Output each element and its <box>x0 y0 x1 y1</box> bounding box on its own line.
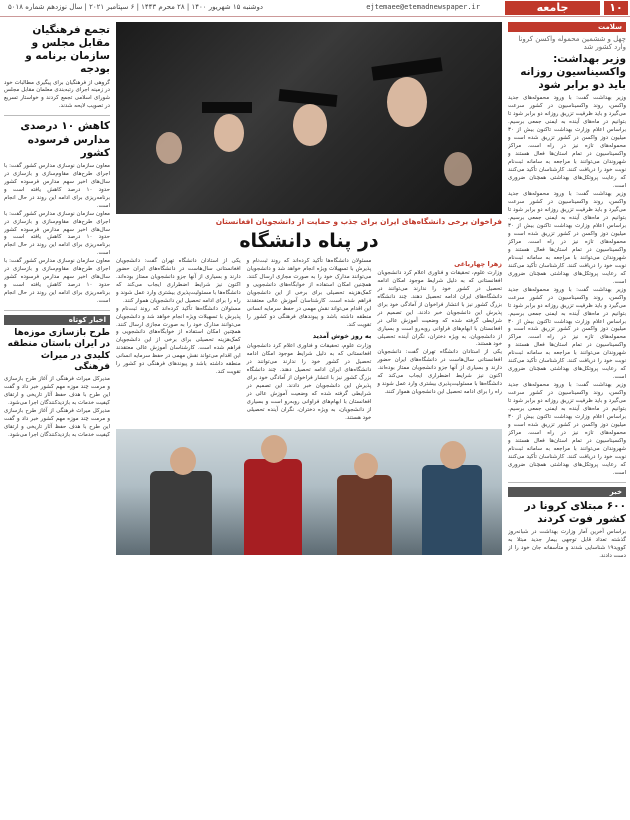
article-body-b: مسئولان دانشگاه‌ها تأکید کرده‌اند که روند ثبت‌نام و پذیرش با تسهیلات ویژه انجام خواهد شد و دانشجویان می‌توانند مدارک خود را به صورت مجازی ارسال کنند. همچنین امکان استفاده از خوابگاه‌های دانشجویی و کمک‌هزینه تحصیلی برای برخی از این دانشجویان فراهم شده است. کارشناسان آموزش عالی معتقدند این اقدام می‌تواند نقش مهمی در حفظ سرمایه انسانی منطقه داشته باشد و پیوندهای فرهنگی دو کشور را تقویت کند. <box>246 257 372 328</box>
section-title: جامعه <box>505 1 600 15</box>
page-number: ۱۰ <box>604 1 628 15</box>
student-face-4 <box>156 132 182 164</box>
article-col-3 <box>116 258 241 423</box>
article-kicker: فراخوان برخی دانشگاه‌های ایران برای جذب و حمایت از دانشجویان افغانستان <box>215 217 502 226</box>
article-subhead: به روز خوش آمدید <box>312 332 372 341</box>
student-face-5 <box>444 152 472 186</box>
covid-deaths-body: براساس آخرین آمار وزارت بهداشت در شبانه‌روز گذشته تعداد قابل توجهی بیمار جدید مبتلا به کووید۱۹ شناسایی شدند و متأسفانه جان خود را از دست دادند. <box>508 529 626 560</box>
teachers-protest-headline[interactable]: تجمع فرهنگیان مقابل مجلس و سازمان برنامه و بودجه <box>25 24 110 76</box>
vaccine-body-cont: وزیر بهداشت گفت: با ورود محموله‌های جدید واکسن، روند واکسیناسیون در کشور سرعت می‌گیرد و باید ظرفیت تزریق روزانه دو برابر شود تا بتوانیم در ماه‌های آینده به ایمنی جمعی برسیم. براساس اعلام وزارت بهداشت تاکنون بیش از ۳۰ میلیون دوز واکسن در کشور تزریق شده است و محموله‌های تازه نیز در راه است. مراکز واکسیناسیون در تمام استان‌ها فعال هستند و شهروندان می‌توانند با مراجعه به سامانه ثبت‌نام نوبت خود را دریافت کنند. کارشناسان تأکید می‌کنند که رعایت پروتکل‌های بهداشتی همچنان ضروری است. <box>508 191 626 285</box>
article-byline: زهرا چهارباغی <box>454 259 502 268</box>
vaccine-headline[interactable]: وزیر بهداشت: واکسیناسیون روزانه باید دو برابر شود <box>520 53 626 92</box>
article-body-a: وزارت علوم، تحقیقات و فناوری اعلام کرد دانشجویان افغانستانی که به دلیل شرایط موجود امکان ادامه تحصیل در کشور خود را ندارند می‌توانند در دانشگاه‌های ایران ادامه تحصیل دهند. چند دانشگاه بزرگ کشور نیز با انتشار فراخوان از آمادگی خود برای پذیرش این دانشجویان خبر دادند. این تصمیم در شرایطی گرفته شده که وضعیت آموزش عالی در افغانستان با ابهام‌های فراوانی روبه‌رو است و بسیاری از دانشجویان، به ویژه دختران، نگران آینده تحصیلی خود هستند. <box>377 269 502 348</box>
teachers-protest-body: گروهی از فرهنگیان برای پیگیری مطالبات خود در زمینه اجرای رتبه‌بندی معلمان مقابل مجلس شورای اسلامی تجمع کردند و خواستار تسریع در تصویب لایحه شدند. <box>4 79 110 110</box>
vaccine-body-cont2: وزیر بهداشت گفت: با ورود محموله‌های جدید واکسن، روند واکسیناسیون در کشور سرعت می‌گیرد و باید ظرفیت تزریق روزانه دو برابر شود تا بتوانیم در ماه‌های آینده به ایمنی جمعی برسیم. براساس اعلام وزارت بهداشت تاکنون بیش از ۳۰ میلیون دوز واکسن در کشور تزریق شده است و محموله‌های تازه نیز در راه است. مراکز واکسیناسیون در تمام استان‌ها فعال هستند و شهروندان می‌توانند با مراجعه به سامانه ثبت‌نام نوبت خود را دریافت کنند. کارشناسان تأکید می‌کنند که رعایت پروتکل‌های بهداشتی همچنان ضروری است. <box>508 286 626 381</box>
graduation-photo <box>116 22 502 214</box>
schools-body-cont2: معاون سازمان نوسازی مدارس کشور گفت: با اجرای طرح‌های مقاوم‌سازی و بازسازی در سال‌های اخیر سهم مدارس فرسوده کشور حدود ۱۰ درصد کاهش یافته است و برنامه‌ریزی برای ادامه این روند در حال انجام است. <box>4 258 110 305</box>
article-col-1 <box>377 258 502 423</box>
schools-headline[interactable]: کاهش ۱۰ درصدی مدارس فرسوده کشور <box>20 120 110 159</box>
article-headline[interactable]: در پناه دانشگاه <box>239 230 379 252</box>
article-body-c: یکی از استادان دانشگاه تهران گفت: دانشجویان افغانستانی سال‌هاست در دانشگاه‌های ایران حضور دارند و بسیاری از آنها جزو دانشجویان ممتاز بوده‌اند. اکنون نیز شرایط اضطراری ایجاب می‌کند که دانشگاه‌ها با مسئولیت‌پذیری بیشتری وارد عمل شوند و راه را برای ادامه تحصیل این دانشجویان هموار کنند. <box>377 349 502 396</box>
crowd-photo <box>116 429 502 555</box>
divider <box>4 310 110 311</box>
student-face-2 <box>293 104 327 146</box>
vaccine-body: وزیر بهداشت گفت: با ورود محموله‌های جدید واکسن، روند واکسیناسیون در کشور سرعت می‌گیرد و باید ظرفیت تزریق روزانه دو برابر شود تا بتوانیم در ماه‌های آینده به ایمنی جمعی برسیم. براساس اعلام وزارت بهداشت تاکنون بیش از ۳۰ میلیون دوز واکسن در کشور تزریق شده است و محموله‌های تازه نیز در راه است. مراکز واکسیناسیون در تمام استان‌ها فعال هستند و شهروندان می‌توانند با مراجعه به سامانه ثبت‌نام نوبت خود را دریافت کنند. کارشناسان تأکید می‌کنند که رعایت پروتکل‌های بهداشتی همچنان ضروری است. <box>508 95 626 190</box>
article-body-a2: وزارت علوم، تحقیقات و فناوری اعلام کرد دانشجویان افغانستانی که به دلیل شرایط موجود امکان ادامه تحصیل در کشور خود را ندارند می‌توانند در دانشگاه‌های ایران ادامه تحصیل دهند. چند دانشگاه بزرگ کشور نیز با انتشار فراخوان از آمادگی خود برای پذیرش این دانشجویان خبر دادند. این تصمیم در شرایطی گرفته شده که وضعیت آموزش عالی در افغانستان با ابهام‌های فراوانی روبه‌رو است و بسیاری از دانشجویان، به ویژه دختران، نگران آینده تحصیلی خود هستند. <box>246 343 372 422</box>
person-head-4 <box>170 447 196 475</box>
article-body-b2: مسئولان دانشگاه‌ها تأکید کرده‌اند که روند ثبت‌نام و پذیرش با تسهیلات ویژه انجام خواهد شد و دانشجویان می‌توانند مدارک خود را به صورت مجازی ارسال کنند. همچنین امکان استفاده از خوابگاه‌های دانشجویی و کمک‌هزینه تحصیلی برای برخی از این دانشجویان فراهم شده است. کارشناسان آموزش عالی معتقدند این اقدام می‌تواند نقش مهمی در حفظ سرمایه انسانی منطقه داشته باشد و پیوندهای فرهنگی دو کشور را تقویت کند. <box>116 305 241 376</box>
person-head-2 <box>354 453 378 479</box>
museum-body: مدیرکل میراث فرهنگی از آغاز طرح بازسازی و مرمت چند موزه مهم کشور خبر داد و گفت این طرح با هدف حفظ آثار تاریخی و ارتقای کیفیت خدمات به بازدیدکنندگان اجرا می‌شود. <box>4 376 110 407</box>
article-col-2 <box>247 258 372 423</box>
dateline: دوشنبه ۱۵ شهریور ۱۴۰۰ | ۲۸ محرم ۱۴۴۳ | ۶ سپتامبر ۲۰۲۱ | سال نوزدهم شماره ۵۰۱۸ <box>8 3 263 11</box>
person-figure-1 <box>422 465 482 555</box>
student-face-3 <box>214 114 244 152</box>
museum-body-cont: مدیرکل میراث فرهنگی از آغاز طرح بازسازی و مرمت چند موزه مهم کشور خبر داد و گفت این طرح با هدف حفظ آثار تاریخی و ارتقای کیفیت خدمات به بازدیدکنندگان اجرا می‌شود. <box>4 408 110 438</box>
divider <box>508 482 626 483</box>
person-head-3 <box>261 435 287 463</box>
person-head-1 <box>440 441 466 469</box>
schools-body-cont: معاون سازمان نوسازی مدارس کشور گفت: با اجرای طرح‌های مقاوم‌سازی و بازسازی در سال‌های اخیر سهم مدارس فرسوده کشور حدود ۱۰ درصد کاهش یافته است و برنامه‌ریزی برای ادامه این روند در حال انجام است. <box>4 210 110 257</box>
health-tag: سلامت <box>508 22 626 32</box>
section-email[interactable]: ejtemaee@etemadnewspaper.ir <box>366 3 480 11</box>
short-news-tag: اخبار کوتاه <box>4 315 110 325</box>
main-article <box>116 22 502 814</box>
student-face-1 <box>387 77 427 127</box>
vaccine-body-cont3: وزیر بهداشت گفت: با ورود محموله‌های جدید واکسن، روند واکسیناسیون در کشور سرعت می‌گیرد و باید ظرفیت تزریق روزانه دو برابر شود تا بتوانیم در ماه‌های آینده به ایمنی جمعی برسیم. براساس اعلام وزارت بهداشت تاکنون بیش از ۳۰ میلیون دوز واکسن در کشور تزریق شده است و محموله‌های تازه نیز در راه است. مراکز واکسیناسیون در تمام استان‌ها فعال هستند و شهروندان می‌توانند با مراجعه به سامانه ثبت‌نام نوبت خود را دریافت کنند. کارشناسان تأکید می‌کنند که رعایت پروتکل‌های بهداشتی همچنان ضروری است. <box>508 382 626 476</box>
museum-headline[interactable]: طرح بازسازی موزه‌ها در ایران باستان منطقه کلیدی در میراث فرهنگی <box>7 328 110 372</box>
left-column <box>4 22 110 814</box>
covid-deaths-headline[interactable]: ۶۰۰ مبتلای کرونا در کشور فوت کردند <box>524 499 626 525</box>
person-figure-4 <box>150 471 212 555</box>
article-body-c2: یکی از استادان دانشگاه تهران گفت: دانشجویان افغانستانی سال‌هاست در دانشگاه‌های ایران حضور دارند و بسیاری از آنها جزو دانشجویان ممتاز بوده‌اند. اکنون نیز شرایط اضطراری ایجاب می‌کند که دانشگاه‌ها با مسئولیت‌پذیری بیشتری وارد عمل شوند و راه را برای ادامه تحصیل این دانشجویان هموار کنند. <box>116 257 241 304</box>
person-figure-2 <box>337 475 392 555</box>
right-column <box>508 22 626 814</box>
news-tag: خبر <box>508 487 626 497</box>
person-figure-3 <box>244 459 302 555</box>
page-header <box>0 0 630 17</box>
grad-cap-3 <box>202 102 252 113</box>
schools-body: معاون سازمان نوسازی مدارس کشور گفت: با اجرای طرح‌های مقاوم‌سازی و بازسازی در سال‌های اخیر سهم مدارس فرسوده کشور حدود ۱۰ درصد کاهش یافته است و برنامه‌ریزی برای ادامه این روند در حال انجام است. <box>4 162 110 209</box>
article-columns <box>116 258 502 423</box>
vaccine-kicker: چهل و ششمین محموله واکسن کرونا وارد کشور شد <box>518 35 626 51</box>
divider <box>4 115 110 116</box>
